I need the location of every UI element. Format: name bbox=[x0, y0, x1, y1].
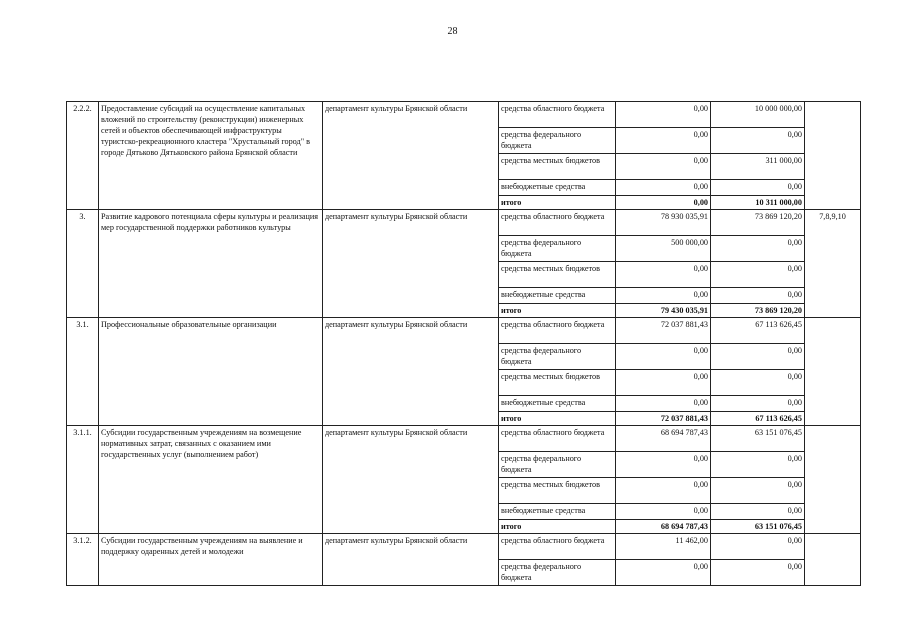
amount-year-1: 500 000,00 bbox=[616, 236, 711, 262]
amount-year-2: 0,00 bbox=[711, 180, 805, 196]
amount-year-2: 0,00 bbox=[711, 236, 805, 262]
row-name: Профессиональные образовательные организации bbox=[99, 318, 323, 426]
amount-year-1: 0,00 bbox=[616, 180, 711, 196]
amount-year-1: 0,00 bbox=[616, 102, 711, 128]
amount-year-1: 0,00 bbox=[616, 452, 711, 478]
amount-year-2: 0,00 bbox=[711, 534, 805, 560]
funding-source: внебюджетные средства bbox=[499, 396, 616, 412]
indicator-refs bbox=[805, 318, 861, 426]
table-row bbox=[67, 534, 861, 560]
amount-year-2: 0,00 bbox=[711, 370, 805, 396]
amount-year-1: 78 930 035,91 bbox=[616, 210, 711, 236]
row-executor: департамент культуры Брянской области bbox=[323, 426, 499, 534]
funding-source: средства федерального бюджета bbox=[499, 452, 616, 478]
row-code: 3.1.2. bbox=[67, 534, 99, 586]
amount-year-1: 0,00 bbox=[616, 128, 711, 154]
funding-source: средства местных бюджетов bbox=[499, 478, 616, 504]
funding-source: итого bbox=[499, 520, 616, 534]
amount-year-1: 0,00 bbox=[616, 262, 711, 288]
funding-source: внебюджетные средства bbox=[499, 180, 616, 196]
amount-year-1: 0,00 bbox=[616, 478, 711, 504]
amount-year-1: 0,00 bbox=[616, 370, 711, 396]
funding-source: средства местных бюджетов bbox=[499, 370, 616, 396]
amount-year-1: 79 430 035,91 bbox=[616, 304, 711, 318]
amount-year-2: 0,00 bbox=[711, 452, 805, 478]
row-name: Субсидии государственным учреждениям на выявление и поддержку одаренных детей и молодежи bbox=[99, 534, 323, 586]
table-row bbox=[67, 210, 861, 236]
amount-year-1: 68 694 787,43 bbox=[616, 426, 711, 452]
amount-year-2: 0,00 bbox=[711, 288, 805, 304]
row-executor: департамент культуры Брянской области bbox=[323, 210, 499, 318]
amount-year-1: 0,00 bbox=[616, 396, 711, 412]
funding-source: средства федерального бюджета bbox=[499, 560, 616, 586]
page-number: 28 bbox=[447, 26, 458, 37]
funding-source: внебюджетные средства bbox=[499, 504, 616, 520]
amount-year-1: 72 037 881,43 bbox=[616, 318, 711, 344]
amount-year-2: 0,00 bbox=[711, 504, 805, 520]
row-executor: департамент культуры Брянской области bbox=[323, 318, 499, 426]
funding-source: средства местных бюджетов bbox=[499, 262, 616, 288]
funding-source: средства федерального бюджета bbox=[499, 344, 616, 370]
amount-year-2: 0,00 bbox=[711, 128, 805, 154]
amount-year-1: 72 037 881,43 bbox=[616, 412, 711, 426]
funding-source: итого bbox=[499, 412, 616, 426]
row-executor: департамент культуры Брянской области bbox=[323, 102, 499, 210]
funding-source: итого bbox=[499, 196, 616, 210]
amount-year-2: 63 151 076,45 bbox=[711, 426, 805, 452]
table-row bbox=[67, 426, 861, 452]
funding-source: средства местных бюджетов bbox=[499, 154, 616, 180]
amount-year-2: 10 311 000,00 bbox=[711, 196, 805, 210]
amount-year-2: 0,00 bbox=[711, 262, 805, 288]
amount-year-2: 73 869 120,20 bbox=[711, 210, 805, 236]
indicator-refs bbox=[805, 102, 861, 210]
budget-table bbox=[66, 101, 861, 586]
funding-source: средства областного бюджета bbox=[499, 102, 616, 128]
amount-year-2: 63 151 076,45 bbox=[711, 520, 805, 534]
funding-source: средства федерального бюджета bbox=[499, 128, 616, 154]
row-name: Предоставление субсидий на осуществление капитальных вложений по строительству (реконструкции) инженерных сетей и объектов обеспечивающей инфраструктуры туристско-рекреационного кластера "Хрустальный город" в городе Дятьково Дятьковского района Брянской области bbox=[99, 102, 323, 210]
amount-year-1: 11 462,00 bbox=[616, 534, 711, 560]
amount-year-2: 67 113 626,45 bbox=[711, 412, 805, 426]
amount-year-2: 67 113 626,45 bbox=[711, 318, 805, 344]
row-code: 3. bbox=[67, 210, 99, 318]
row-name: Развитие кадрового потенциала сферы культуры и реализация мер государственной поддержки работников культуры bbox=[99, 210, 323, 318]
row-code: 3.1.1. bbox=[67, 426, 99, 534]
amount-year-2: 0,00 bbox=[711, 396, 805, 412]
amount-year-2: 0,00 bbox=[711, 560, 805, 586]
amount-year-2: 0,00 bbox=[711, 344, 805, 370]
amount-year-2: 10 000 000,00 bbox=[711, 102, 805, 128]
amount-year-1: 0,00 bbox=[616, 344, 711, 370]
row-name: Субсидии государственным учреждениям на возмещение нормативных затрат, связанных с оказанием ими государственных услуг (выполнением работ) bbox=[99, 426, 323, 534]
indicator-refs bbox=[805, 426, 861, 534]
amount-year-2: 73 869 120,20 bbox=[711, 304, 805, 318]
indicator-refs bbox=[805, 534, 861, 586]
funding-source: итого bbox=[499, 304, 616, 318]
table-row bbox=[67, 318, 861, 344]
amount-year-1: 0,00 bbox=[616, 560, 711, 586]
amount-year-1: 0,00 bbox=[616, 288, 711, 304]
table-row bbox=[67, 102, 861, 128]
amount-year-2: 311 000,00 bbox=[711, 154, 805, 180]
amount-year-1: 0,00 bbox=[616, 154, 711, 180]
funding-source: средства областного бюджета bbox=[499, 534, 616, 560]
row-code: 3.1. bbox=[67, 318, 99, 426]
row-executor: департамент культуры Брянской области bbox=[323, 534, 499, 586]
indicator-refs: 7,8,9,10 bbox=[805, 210, 861, 318]
funding-source: внебюджетные средства bbox=[499, 288, 616, 304]
row-code: 2.2.2. bbox=[67, 102, 99, 210]
funding-source: средства областного бюджета bbox=[499, 210, 616, 236]
amount-year-2: 0,00 bbox=[711, 478, 805, 504]
funding-source: средства федерального бюджета bbox=[499, 236, 616, 262]
funding-source: средства областного бюджета bbox=[499, 426, 616, 452]
amount-year-1: 0,00 bbox=[616, 504, 711, 520]
funding-source: средства областного бюджета bbox=[499, 318, 616, 344]
amount-year-1: 0,00 bbox=[616, 196, 711, 210]
amount-year-1: 68 694 787,43 bbox=[616, 520, 711, 534]
